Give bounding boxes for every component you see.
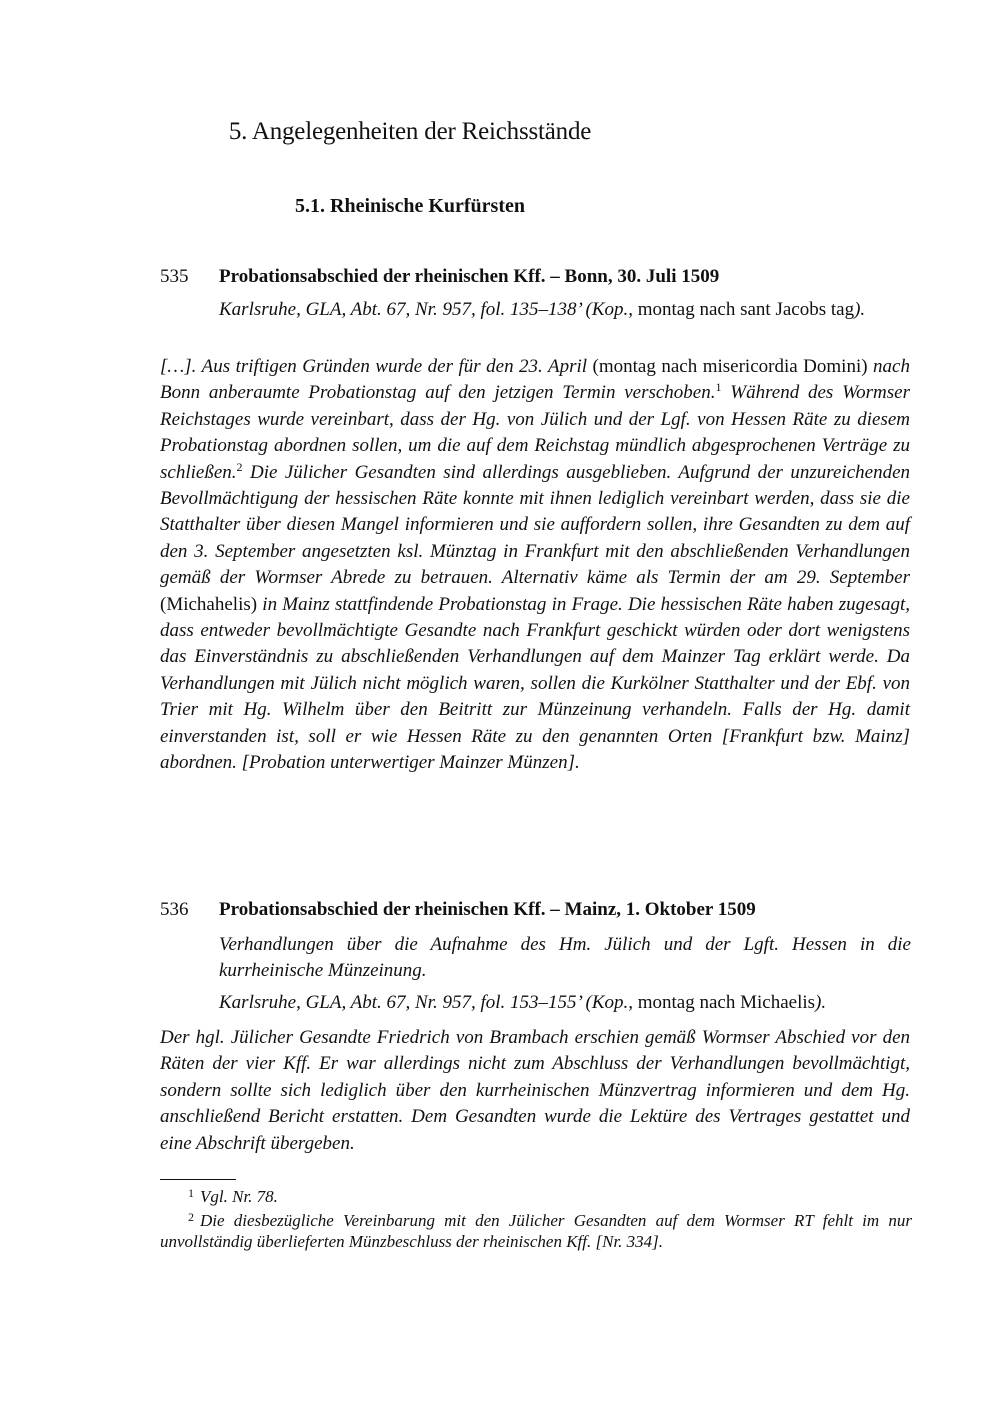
entry-535-body [160, 354, 910, 777]
entry-number: 535 [160, 266, 189, 287]
chapter-title: 5. Angelegenheiten der Reichsstände [228, 118, 592, 145]
footnotes [160, 1183, 912, 1252]
body-quote: (Michahelis) [160, 593, 258, 615]
entry-535-heading [160, 266, 910, 288]
source-date-quote: montag nach Michaelis [633, 992, 816, 1013]
entry-536-source [219, 990, 911, 1016]
source-close: ). [815, 992, 827, 1013]
entry-536-heading [160, 899, 910, 921]
footnote-mark: 1 [188, 1186, 194, 1200]
body-segment: Während des Wormser Reichstages wurde vereinbart, dass der Hg. von Jülich und der Lgf. von Hessen Räte zu diesem Probationstag abordnen sollen, um die auf dem Reichstag mündlich abgesprochenen Verträge zu schließen. [160, 382, 910, 483]
footnote-text: Vgl. Nr. 78. [200, 1187, 278, 1206]
entry-title: Probationsabschied der rheinischen Kff. – Mainz, 1. Oktober 1509 [219, 899, 756, 920]
footnote-2 [160, 1207, 912, 1252]
source-archive: Karlsruhe, GLA, Abt. 67, Nr. 957, fol. 153–155’ (Kop., [219, 992, 633, 1013]
footnote-1 [160, 1183, 912, 1207]
entry-title: Probationsabschied der rheinischen Kff. – Bonn, 30. Juli 1509 [219, 266, 720, 287]
footnote-ref-1[interactable]: 1 [715, 380, 722, 395]
body-segment: Die Jülicher Gesandten sind allerdings ausgeblieben. Aufgrund der unzureichenden Bevollmächtigung der hessischen Räte konnte mit ihnen lediglich vereinbart werden, dass sie die Statthalter über diesen Mangel informieren und sie auffordern sollen, ihre Gesandten zu dem auf den 3. September angesetzten ksl. Münztag in Frankfurt mit den abschließenden Verhandlungen gemäß der Wormser Abrede zu betrauen. Alternativ käme als Termin der am 29. September [160, 461, 910, 589]
source-archive: Karlsruhe, GLA, Abt. 67, Nr. 957, fol. 135–138’ (Kop., [219, 299, 633, 320]
entry-536-body: Der hgl. Jülicher Gesandte Friedrich von Brambach erschien gemäß Wormser Abschied vor den Räten der vier Kff. Er war allerdings nicht zum Abschluss der Verhandlungen bevollmächtigt, sondern sollte sich lediglich über den kurrheinischen Münzvertrag informieren und dem Hg. anschließend Bericht erstatten. Dem Gesandten wurde die Lektüre des Vertrages gestattet und eine Abschrift übergeben. [160, 1027, 910, 1154]
entry-number: 536 [160, 899, 189, 920]
footnote-mark: 2 [188, 1210, 194, 1224]
footnote-separator [160, 1179, 236, 1180]
body-segment: […]. Aus triftigen Gründen wurde der für den 23. April [160, 356, 593, 377]
body-segment: in Mainz stattfindende Probationstag in Frage. Die hessischen Räte haben zugesagt, dass entweder bevollmächtigte Gesandte nach Frankfurt geschickt würden oder dort wenigstens das Einverständnis zu abschließenden Verhandlungen auf dem Mainzer Tag erklärt werde. Da Verhandlungen mit Jülich nicht möglich waren, sollen die Kurkölner Statthalter und der Ebf. von Trier mit Hg. Wilhelm über den Beitritt zur Münzeinung verhandeln. Falls der Hg. damit einverstanden ist, soll er wie Hessen Räte zu den genannten Orten [Frankfurt bzw. Mainz] abordnen. [Probation unterwertiger Mainzer Münzen]. [160, 593, 910, 774]
entry-536-summary: Verhandlungen über die Aufnahme des Hm. Jülich und der Lgft. Hessen in die kurrheinische Münzeinung. [219, 934, 911, 981]
entry-535-source [219, 297, 911, 323]
body-segment: nach Bonn anberaumte Probationstag auf den jetzigen Termin verschoben. [160, 356, 910, 404]
source-date-quote: montag nach sant Jacobs tag [633, 299, 855, 320]
section-title: 5.1. Rheinische Kurfürsten [295, 195, 525, 217]
body-quote: (montag nach misericordia Domini) [592, 356, 868, 377]
footnote-text: Die diesbezügliche Vereinbarung mit den Jülicher Gesandten auf dem Wormser RT fehlt im nur unvollständig überlieferten Münzbeschluss der rheinischen Kff. [Nr. 334]. [160, 1211, 912, 1251]
footnote-ref-2[interactable]: 2 [236, 459, 243, 474]
source-close: ). [854, 299, 866, 320]
